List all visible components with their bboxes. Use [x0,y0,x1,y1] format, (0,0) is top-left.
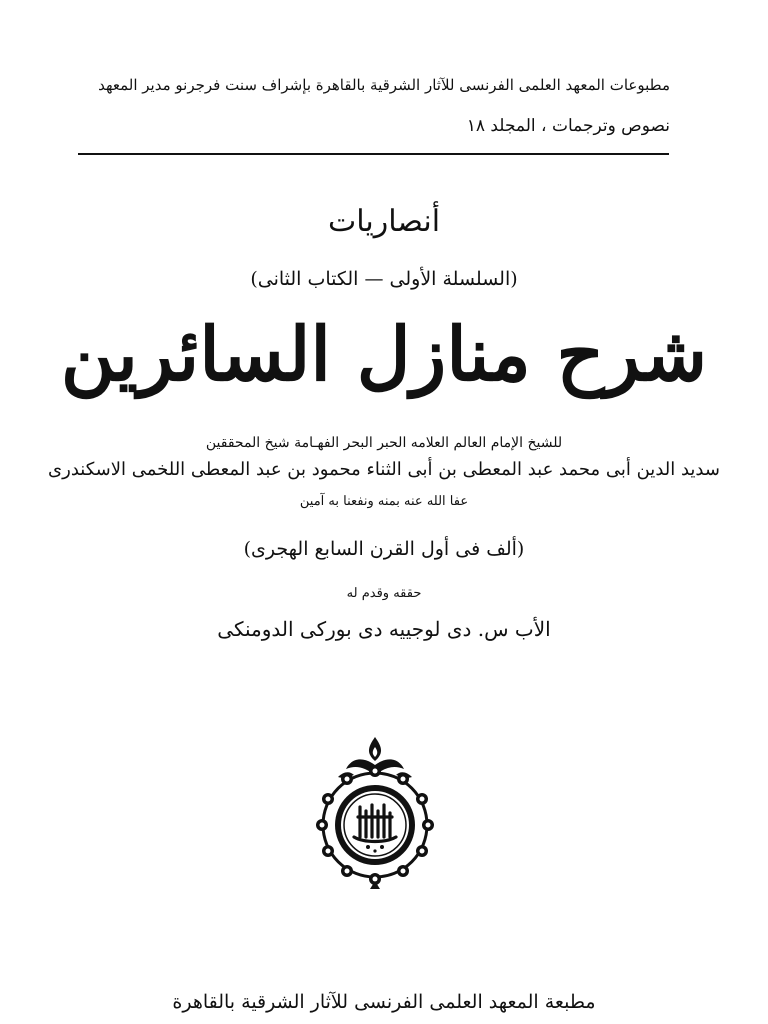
collection-title: أنصاريات [327,204,441,239]
publisher-series-line: مطبوعات المعهد العلمى الفرنسى للآثار الشرقية بالقاهرة بإشراف سنت فرجرنو مدير المعهد [98,76,670,94]
main-title: شرح منازل السائرين [60,312,708,398]
header-divider [78,153,669,155]
volume-line: نصوص وترجمات ، المجلد ١٨ [466,116,670,136]
author-blessing: عفا الله عنه بمنه ونفعنا به آمين [299,494,469,509]
editor-label: حققه وقدم له [346,586,422,601]
author-name: سديد الدين أبى محمد عبد المعطى بن أبى الثناء محمود بن عبد المعطى اللخمى الاسكندرى [48,459,720,480]
editor-name: الأب س. دى لوجييه دى بوركى الدومنكى [217,617,551,641]
printer-imprint: مطبعة المعهد العلمى الفرنسى للآثار الشرقية بالقاهرة [172,991,596,1013]
composition-date: (ألف فى أول القرن السابع الهجرى) [243,538,525,560]
series-subtitle: (السلسلة الأولى — الكتاب الثانى) [250,268,518,290]
author-prefix: للشيخ الإمام العالم العلامه الحبر البحر الفهـامة شيخ المحققين [205,435,563,451]
ornamental-seal-icon [308,733,442,889]
